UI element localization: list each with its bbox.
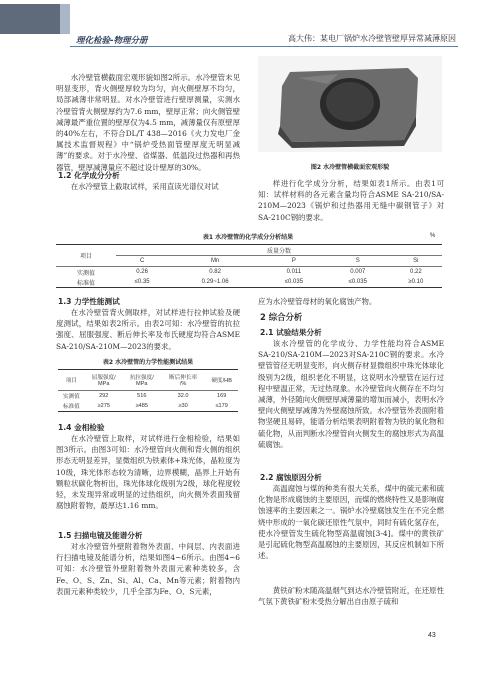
table-cell: 0.82 <box>209 269 221 275</box>
section-1-4-heading: 1.4 金相检验 <box>58 423 105 432</box>
right-mid-paragraph: 应为水冷壁管母材的氧化腐蚀产物。 <box>258 297 377 306</box>
table-row <box>58 391 238 402</box>
table-cell: 169 <box>216 393 227 399</box>
pipe-cross-section-image <box>258 56 442 152</box>
table-2-col-header: 硬度/HB <box>205 370 238 391</box>
table-1-col-header: C <box>116 256 168 267</box>
section-1-3-text: 在水冷壁管背火侧取样，对试样进行拉伸试验及硬度测试，结果如表2所示。由表2可知：水冷壁管的抗拉强度、屈服强度、断后伸长率及布氏硬度均符合ASME SA-210/SA-210M—2023的要求。 <box>56 308 240 351</box>
table-2-col-header: 项目 <box>58 370 85 391</box>
page-number: 43 <box>428 632 436 639</box>
table-cell: 292 <box>99 393 109 399</box>
figure-2 <box>258 56 442 152</box>
section-2-1-heading: 2.1 试验结果分析 <box>260 328 322 337</box>
table-2-caption: 表2 水冷壁管的力学性能测试结果 <box>102 359 194 366</box>
left-top-paragraph: 水冷壁管横截面宏观形貌如图2所示。水冷壁管未见明显变形，背火侧壁厚较为均匀，向火侧壁厚不均匀，局部减薄非常明显。对水冷壁管进行壁厚测量，实测水冷壁管背火侧壁厚约为7.6 mm，壁厚正常；向火侧管壁减薄最严重位置的壁厚仅为4.5 mm，减薄量仅有原壁厚的40%左右，不符合DL/T 438—2016《火力发电厂金属技术监督规程》中“锅炉受热面管壁厚度无明显减薄”的要求。对于水冷壁、省煤器、低温段过热器和再热器管，壁厚减薄量应不超过设计壁厚的30%。 <box>56 73 240 172</box>
journal-logo <box>0 0 150 46</box>
table-cell: 0.22 <box>410 269 422 275</box>
section-2-2-text-2: 黄铁矿粉末随高温烟气到达水冷壁管附近，在还原性气氛下黄铁矿粉末受热分解出自由原子硫和 <box>258 586 444 607</box>
table-cell: 实测值 <box>62 394 80 400</box>
logo-block-white <box>70 10 100 18</box>
table-1 <box>56 244 442 288</box>
table-1-col-header: P <box>262 256 326 267</box>
table-cell: ≤179 <box>215 403 228 409</box>
table-cell: 标准值 <box>76 280 95 287</box>
section-2-2-heading: 2.2 腐蚀原因分析 <box>260 473 322 482</box>
table-2-col-header: 断后伸长率 /% <box>161 370 206 391</box>
table-1-col-header: S <box>326 256 390 267</box>
logo-block-dark <box>0 4 60 34</box>
section-1-5-heading: 1.5 扫描电镜及能谱分析 <box>58 531 143 540</box>
section-2-heading: 2 综合分析 <box>260 312 303 322</box>
table-row <box>58 401 238 412</box>
table-row <box>56 267 442 278</box>
table-cell: ≥0.10 <box>408 279 424 285</box>
table-2-col-header: 抗拉强度/ MPa <box>123 370 161 391</box>
section-1-2-heading: 1.2 化学成分分析 <box>58 171 120 180</box>
section-2-2-text-1: 高温腐蚀与煤的种类有很大关系，煤中的硫元素和硫化物是形成腐蚀的主要原因，而煤的燃烧特性又是影响腐蚀速率的主要因素之一。锅炉水冷壁腐蚀发生在不完全燃烧中形成的一氧化碳还原性气氛中，同时有硫化氢存在，使水冷壁管发生硫化物型高温腐蚀[3-4]。煤中的黄铁矿是引起硫化物型高温腐蚀的主要原因，其反应机制如下所述。 <box>258 484 444 561</box>
table-cell: 标准值 <box>62 404 80 410</box>
table-cell: 32.0 <box>177 393 189 399</box>
table-1-row-header: 项目 <box>56 245 116 267</box>
section-1-4-text: 在水冷壁管上取样，对试样进行金相检验，结果如图3所示。由图3可知：水冷壁管向火侧和背火侧的组织形态无明显差异，显微组织为铁素体+珠光体，晶粒度为10级，珠光体形态较为清晰，边界模糊，晶界上开始有颗粒状碳化物析出，珠光体球化级别为2级，球化程度较轻，未发现异常或明显的过热组织，向火侧外表面残留腐蚀附着物，最厚达1.16 mm。 <box>56 434 240 511</box>
table-cell: 0.011 <box>286 269 302 275</box>
section-1-2-text: 在水冷壁管上截取试样，采用直读光谱仪对试 <box>70 182 219 191</box>
table-cell: 0.007 <box>350 269 366 275</box>
table-cell: 0.26 <box>136 269 148 275</box>
header-rule <box>70 46 458 47</box>
section-1-3-heading: 1.3 力学性能测试 <box>58 297 120 306</box>
table-cell: ≥275 <box>97 403 110 409</box>
table-cell: 实测值 <box>76 270 95 277</box>
table-cell: ≥485 <box>135 403 148 409</box>
table-cell: ≥30 <box>178 403 188 409</box>
table-cell: ≤0.35 <box>134 279 150 285</box>
right-top-paragraph: 样进行化学成分分析，结果如表1所示。由表1可知：试样材料的各元素含量均符合ASME SA-210/SA-210M—2023《锅炉和过热器用无缝中碳钢管子》对SA-210C钢的要求。 <box>258 179 444 222</box>
table-cell: ≤0.035 <box>348 279 367 285</box>
section-2-1-text: 该水冷壁管的化学成分、力学性能均符合ASME SA-210/SA-210M—2023对SA-210C钢的要求。水冷壁管管径无明显变形，向火侧存材显微组织中珠光体球化级别为2级，组织老化不明显，这说明水冷壁管在运行过程中壁温正常，无过热现象。水冷壁管向火侧存在不均匀减薄，外径随向火侧壁厚减薄量的增加而减小，表明水冷壁向火侧壁厚减薄为外壁腐蚀所致。水冷壁管外表面附着物坚硬且易碎，能谱分析结果表明附着物为铁的氧化物和硫化物，从而判断水冷壁管向火侧发生的腐蚀形式为高温硫腐蚀。 <box>258 339 444 449</box>
table-cell: 516 <box>137 393 147 399</box>
table-1-col-header: Si <box>390 256 442 267</box>
journal-name: 理化检验-物理分册 <box>76 36 148 46</box>
logo-block-light <box>60 4 70 34</box>
table-cell: ≤0.035 <box>284 279 304 285</box>
section-1-5-text: 对水冷壁管外壁附着物外表面、中间层、内表面进行扫描电镜及能谱分析，结果如图4~6所示。由图4~6可知：水冷壁管外壁附着物外表面元素种类较多，含Fe、O、S、Zn、Si、Al、Ca、Mn等元素；附着物内表面元素种类较少，几乎全部为Fe、O、S元素， <box>56 542 240 596</box>
table-1-col-header: Mn <box>168 256 262 267</box>
table-1-caption: 表1 水冷壁管的化学成分分析结果 <box>202 234 294 241</box>
table-2-col-header: 屈服强度/ MPa <box>85 370 123 391</box>
running-title: 高大伟：某电厂锅炉水冷壁管壁厚异常减薄原因 <box>288 34 456 43</box>
table-1-unit: % <box>430 233 436 239</box>
table-row <box>56 277 442 288</box>
table-cell: 0.29~1.06 <box>201 279 229 285</box>
table-1-group-header: 质量分数 <box>116 245 442 256</box>
table-2 <box>58 369 238 412</box>
figure-2-caption: 图2 水冷壁管横截面宏观形貌 <box>310 164 390 171</box>
